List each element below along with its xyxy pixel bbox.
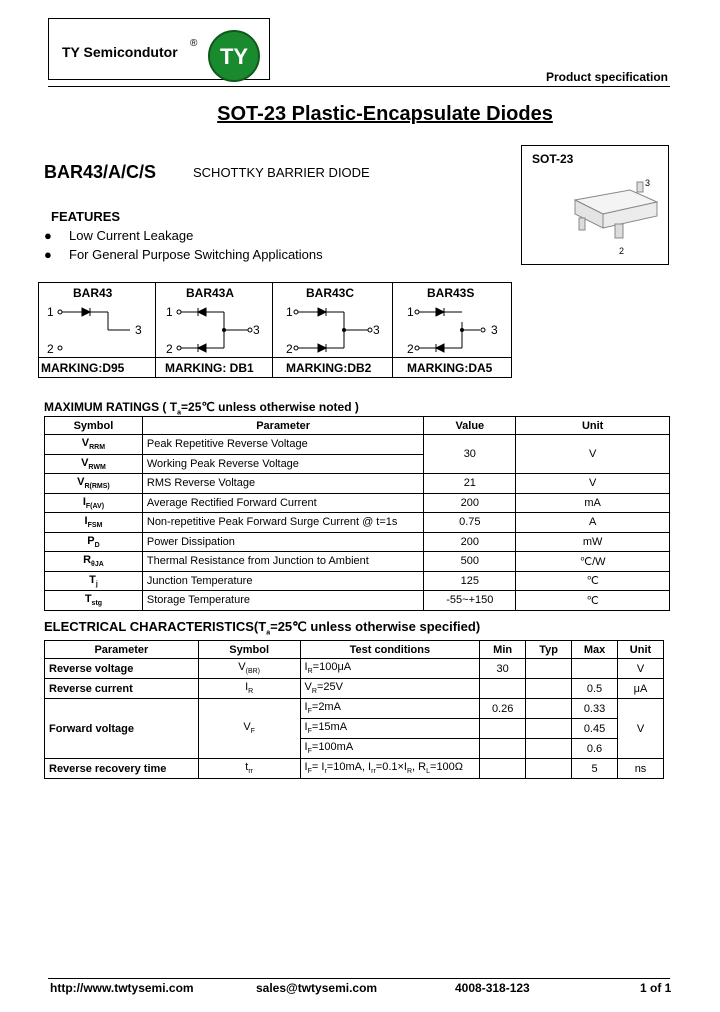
- max-ratings-heading: MAXIMUM RATINGS ( $T_a=25℃$ unless otherwise noted ): [44, 400, 359, 417]
- diagram-title: BAR43: [73, 286, 113, 300]
- pin-label: 1: [47, 305, 54, 319]
- part-number: BAR43/A/C/S: [44, 162, 157, 182]
- page-number: 1 of 1: [640, 981, 672, 995]
- pin-label: 2: [286, 342, 293, 356]
- elec-heading: ELECTRICAL $CHARACTERISTICS(T_a=25℃$ unless otherwise specified): [44, 619, 481, 637]
- diagram-title: BAR43S: [427, 286, 475, 300]
- pin-label: 2: [166, 342, 173, 356]
- pin-label: 1: [407, 305, 414, 319]
- pin-label: 3: [491, 323, 498, 337]
- pin-label: 1: [166, 305, 173, 319]
- footer-email-link[interactable]: sales@twtysemi.com: [256, 981, 378, 995]
- feature-item: For General Purpose Switching Applications: [69, 247, 323, 262]
- table-row: $I_{F(AV)}$ Average Rectified Forward Current 200 mA: [45, 493, 670, 513]
- ty-logo: TY: [208, 30, 260, 82]
- diagram-title: BAR43A: [186, 286, 235, 300]
- table-row: $I_{FSM}$ Non-repetitive Peak Forward Surge Current @ t=1s 0.75 A: [45, 513, 670, 533]
- table-row: Reverse current $I_R$ $V_R=25V$ 0.5 μA: [45, 679, 664, 699]
- marking-label: MARKING:DA5: [407, 361, 493, 375]
- header-rule: [48, 86, 670, 87]
- table-row: $I_F=100mA$ 0.6: [45, 739, 664, 759]
- table-row: Reverse recovery time $t_{rr}$ $I_F= I_r=10mA$, $I_{rr}=0.1\times I_R$, $R_L=100\Omega$ 5 ns: [45, 759, 664, 779]
- pin-label: 2: [407, 342, 414, 356]
- footer-url-link[interactable]: http://www.twtysemi.com: [50, 981, 194, 995]
- pin-label: 2: [47, 342, 54, 356]
- brand-name: TY Semicondutor: [62, 44, 178, 60]
- table-row: $R_{\theta JA}$ Thermal Resistance from Junction to Ambient 500 ℃/W: [45, 552, 670, 572]
- marking-label: MARKING:D95: [41, 361, 125, 375]
- table-row: Forward voltage $V_F$ $I_F=2mA$ 0.26 0.33 V: [45, 699, 664, 719]
- table-row: $I_F=15mA$ 0.45: [45, 719, 664, 739]
- table-row: $V_{R(RMS)}$ RMS Reverse Voltage 21 V: [45, 474, 670, 494]
- table-row: $V_{RRM}$ Peak Repetitive Reverse Voltage 30 V: [45, 435, 670, 455]
- max-ratings-table: [44, 416, 670, 611]
- part-description: SCHOTTKY BARRIER DIODE: [193, 165, 370, 180]
- registered-mark: ®: [190, 38, 198, 49]
- product-spec-label: Product specification: [545, 70, 668, 84]
- table-row: $V_{RWM}$ Working Peak Reverse Voltage: [45, 454, 670, 474]
- bullet-icon: ●: [44, 247, 52, 262]
- pin-label: 3: [373, 323, 380, 337]
- pin-label: 3: [135, 323, 142, 337]
- footer-rule: [48, 978, 670, 979]
- package-label: SOT-23: [532, 152, 574, 166]
- electrical-table: [44, 640, 664, 779]
- marking-label: MARKING: DB1: [165, 361, 254, 375]
- table-row: $P_D$ Power Dissipation 200 mW: [45, 532, 670, 552]
- table-row: $T_{stg}$ Storage Temperature -55~+150 ℃: [45, 591, 670, 611]
- bullet-icon: ●: [44, 228, 52, 243]
- table-header-row: Parameter Symbol Test conditions Min Typ Max Unit: [45, 641, 664, 659]
- diode-schematics: [38, 282, 512, 358]
- diagram-title: BAR43C: [306, 286, 355, 300]
- package-pin-3: 3: [645, 178, 651, 188]
- pin-label: 1: [286, 305, 293, 319]
- pin-label: 3: [253, 323, 260, 337]
- table-header-row: Symbol Parameter Value Unit: [45, 417, 670, 435]
- features-heading: FEATURES: [51, 209, 121, 224]
- sot23-package-icon: [565, 172, 665, 257]
- table-row: Reverse voltage $V_{(BR)}$ $I_R=100\mu A$ 30 V: [45, 659, 664, 679]
- page-title: SOT-23 Plastic-Encapsulate Diodes: [217, 103, 553, 125]
- marking-label: MARKING:DB2: [286, 361, 372, 375]
- package-pin-2: 2: [619, 246, 625, 256]
- feature-item: Low Current Leakage: [69, 228, 194, 243]
- table-row: $T_j$ Junction Temperature 125 ℃: [45, 571, 670, 591]
- footer-phone: 4008-318-123: [455, 981, 530, 995]
